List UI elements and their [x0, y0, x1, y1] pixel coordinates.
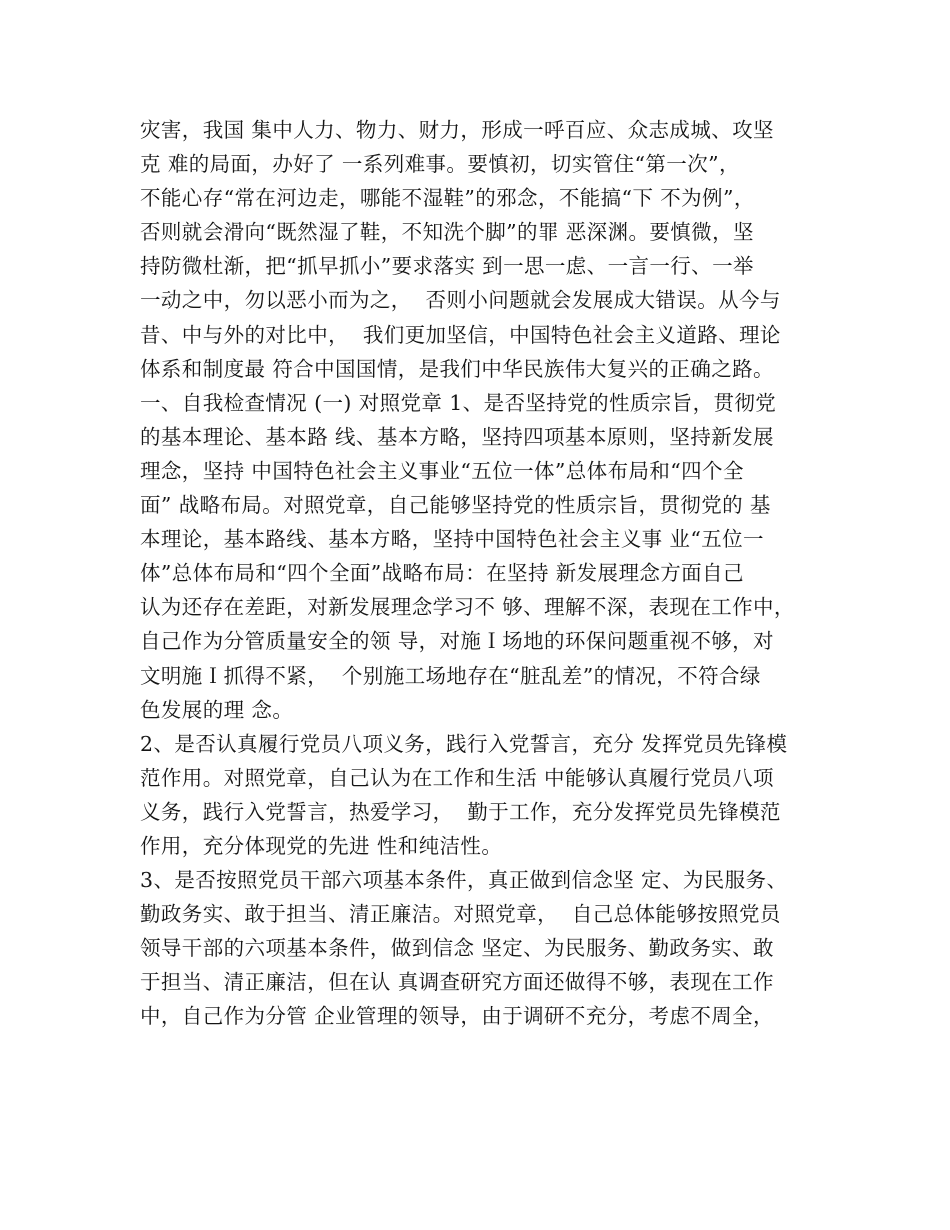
text-line: 灾害，我国 集中人力、物力、财力，形成一呼百应、众志成城、攻坚 [140, 118, 774, 142]
text-line: 义务，践行入党誓言，热爱学习， 勤于工作，充分发挥党员先锋模范 [140, 799, 781, 824]
text-line: 自己作为分管质量安全的领 导，对施Ｉ场地的环保问题重视不够，对 [140, 629, 774, 654]
body-text [140, 113, 830, 1034]
text-line: 本理论，基本路线、基本方略，坚持中国特色社会主义事 业“五位一 [140, 527, 764, 552]
text-line: 色发展的理 念。 [140, 697, 294, 722]
text-line: 作用，充分体现党的先进 性和纯洁性。 [140, 833, 503, 858]
text-line: 于担当、清正廉洁，但在认 真调查研究方面还做得不够，表现在工作 [140, 970, 774, 995]
text-line: 中，自己作为分管 企业管理的领导，由于调研不充分，考虑不周全， [140, 1004, 774, 1029]
text-line: 否则就会滑向“既然湿了鞋，不知洗个脚”的罪 恶深渊。要慎微，坚 [140, 220, 754, 245]
text-line: 持防微杜渐，把“抓早抓小”要求落实 到一思一虑、一言一行、一举 [140, 254, 754, 279]
text-line: 范作用。对照党章，自己认为在工作和生活 中能够认真履行党员八项 [140, 765, 774, 790]
text-line: 勤政务实、敢于担当、清正廉洁。对照党章， 自己总体能够按照党员 [140, 902, 781, 927]
item-3-line: 3、是否按照党员干部六项基本条件，真正做到信念坚 定、为民服务、 [140, 868, 788, 893]
text-line: 昔、中与外的对比中， 我们更加坚信，中国特色社会主义道路、理论 [140, 322, 781, 347]
text-line: 的基本理论、基本路 线、基本方略，坚持四项基本原则，坚持新发展 [140, 424, 774, 449]
text-line: 不能心存“常在河边走，哪能不湿鞋”的邪念，不能搞“下 不为例”， [140, 186, 755, 211]
text-line: 文明施Ｉ抓得不紧， 个别施工场地存在“脏乱差”的情况，不符合绿 [140, 663, 761, 688]
text-line: 理念，坚持 中国特色社会主义事业“五位一体”总体布局和“四个全 [140, 458, 744, 483]
text-line: 体系和制度最 符合中国国情，是我们中华民族伟大复兴的正确之路。 [140, 356, 774, 381]
text-line: 体”总体布局和“四个全面”战略布局：在坚持 新发展理念方面自己 [140, 561, 744, 586]
text-line: 认为还存在差距，对新发展理念学习不 够、理解不深，表现在工作中， [140, 595, 795, 620]
text-line: 面” 战略布局。对照党章，自己能够坚持党的性质宗旨，贯彻党的 基 [140, 493, 771, 518]
text-line: 一动之中，勿以恶小而为之， 否则小问题就会发展成大错误。从今与 [140, 288, 781, 313]
text-line: 领导干部的六项基本条件，做到信念 坚定、为民服务、勤政务实、敢 [140, 936, 774, 961]
text-line: 克 难的局面，办好了 一系列难事。要慎初，切实管住“第一次”， [140, 152, 740, 177]
section-heading-line: 一、自我检查情况 (一) 对照党章 1、是否坚持党的性质宗旨，贯彻党 [140, 390, 777, 415]
item-2-line: 2、是否认真履行党员八项义务，践行入党誓言，充分 发挥党员先锋模 [140, 731, 788, 756]
